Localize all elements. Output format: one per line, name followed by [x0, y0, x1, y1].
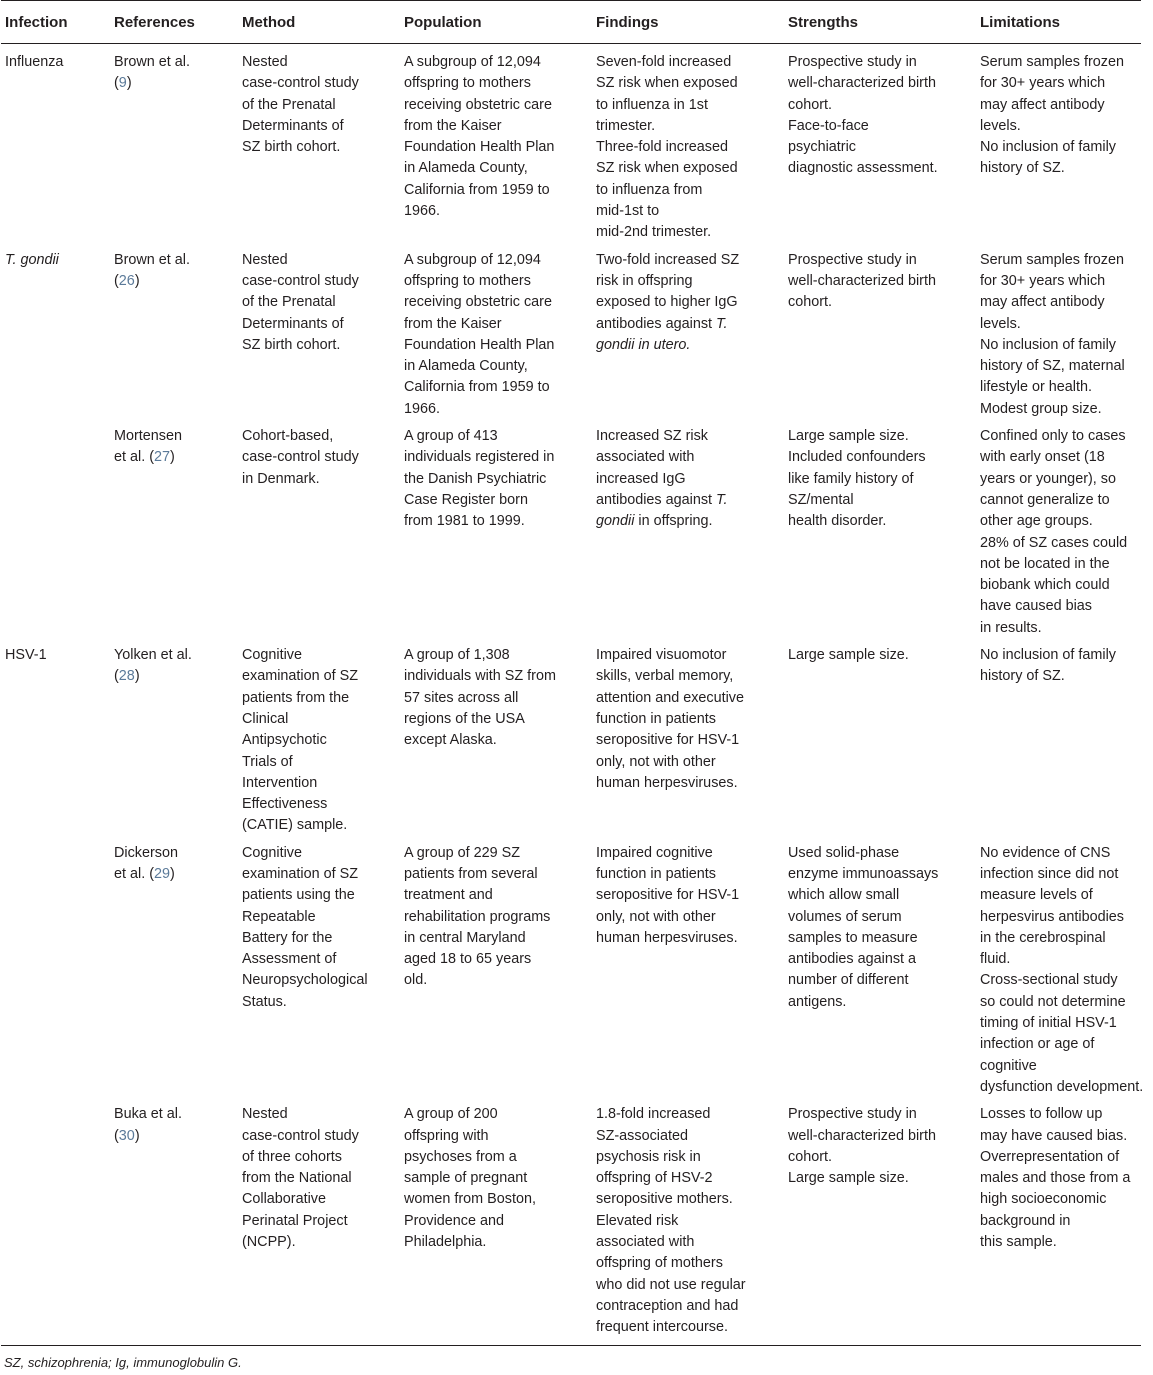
reference-author: et al. [114, 865, 146, 882]
method-line: from the National [242, 1170, 352, 1187]
reference-author: Buka et al. [114, 1106, 182, 1123]
limitations-line: infection or age of [980, 1036, 1095, 1053]
method-line: Effectiveness [242, 796, 328, 813]
method-line: patients from the [242, 689, 350, 706]
population-line: from the Kaiser [404, 315, 502, 332]
cell-limitations [976, 839, 1144, 1101]
reference-link[interactable]: 30 [118, 1127, 135, 1144]
limitations-line: Losses to follow up [980, 1106, 1103, 1123]
population-line: Foundation Health Plan [404, 336, 555, 353]
method-line: Intervention [242, 774, 318, 791]
header-references: References [110, 1, 238, 44]
findings-line: trimester. [596, 117, 656, 134]
findings-line: to influenza in 1st [596, 96, 708, 113]
cell-limitations [976, 1100, 1141, 1345]
strengths-line: Used solid-phase [788, 844, 900, 861]
limitations-line: in results. [980, 619, 1042, 636]
findings-line: human herpesviruses. [596, 774, 738, 791]
limitations-line: timing of initial HSV-1 [980, 1015, 1117, 1032]
strengths-line: enzyme immunoassays [788, 865, 939, 882]
method-line: (CATIE) sample. [242, 817, 348, 834]
cell-references [110, 44, 238, 246]
population-line: A subgroup of 12,094 [404, 251, 541, 268]
strengths-line: cohort. [788, 294, 832, 311]
limitations-line: cognitive [980, 1057, 1037, 1074]
population-line: the Danish Psychiatric [404, 470, 547, 487]
population-line: A group of 413 [404, 428, 498, 445]
population-line: individuals registered in [404, 449, 555, 466]
findings-line: Three-fold increased [596, 139, 728, 156]
cell-strengths [784, 246, 976, 422]
strengths-line: Prospective study in [788, 1106, 917, 1123]
method-line: Cognitive [242, 844, 302, 861]
cell-limitations [976, 44, 1141, 246]
method-line: Status. [242, 993, 287, 1010]
strengths-line: which allow small [788, 887, 900, 904]
population-line: Case Register born [404, 491, 528, 508]
reference-author-line [114, 843, 234, 864]
infection-label: HSV-1 [5, 647, 47, 664]
method-line: Clinical [242, 710, 289, 727]
limitations-line: No inclusion of family [980, 336, 1116, 353]
cell-findings [592, 44, 784, 246]
header-method: Method [238, 1, 400, 44]
cell-references [110, 246, 238, 422]
method-line: Cognitive [242, 647, 302, 664]
limitations-line: lifestyle or health. [980, 379, 1092, 396]
findings-line: SZ-associated [596, 1127, 688, 1144]
findings-line: associated with [596, 1234, 695, 1251]
table-row [1, 246, 1141, 422]
method-line: of the Prenatal [242, 96, 336, 113]
findings-line: antibodies against T. [596, 491, 728, 508]
method-line: of the Prenatal [242, 294, 336, 311]
findings-line: frequent intercourse. [596, 1319, 728, 1336]
limitations-line: measure levels of [980, 887, 1093, 904]
strengths-line: cohort. [788, 1148, 832, 1165]
limitations-line: Overrepresentation of [980, 1148, 1120, 1165]
population-line: Foundation Health Plan [404, 139, 555, 156]
findings-line: Increased SZ risk [596, 428, 708, 445]
findings-line: Elevated risk [596, 1212, 679, 1229]
population-line: in Alameda County, [404, 160, 528, 177]
limitations-line: history of SZ, maternal [980, 358, 1125, 375]
limitations-line: in the cerebrospinal [980, 929, 1106, 946]
population-line: individuals with SZ from [404, 668, 556, 685]
limitations-line: may have caused bias. [980, 1127, 1128, 1144]
limitations-line: infection since did not [980, 865, 1119, 882]
limitations-line: not be located in the [980, 555, 1110, 572]
findings-line: human herpesviruses. [596, 929, 738, 946]
cell-references [110, 839, 238, 1101]
limitations-line: for 30+ years which [980, 75, 1106, 92]
cell-references [110, 1100, 238, 1345]
reference-number-line: (30) [114, 1127, 140, 1144]
table-row [1, 422, 1141, 641]
findings-line: contraception and had [596, 1297, 739, 1314]
strengths-line: Included confounders [788, 449, 926, 466]
reference-link[interactable]: 29 [154, 865, 171, 882]
findings-line: gondii in utero. [596, 336, 691, 353]
findings-line: SZ risk when exposed [596, 160, 738, 177]
cell-findings [592, 641, 784, 839]
limitations-line: Serum samples frozen [980, 54, 1124, 70]
method-line: patients using the [242, 887, 355, 904]
findings-line: exposed to higher IgG [596, 294, 738, 311]
population-line: receiving obstetric care [404, 294, 552, 311]
population-line: California from 1959 to [404, 379, 550, 396]
findings-line: Seven-fold increased [596, 54, 732, 70]
cell-population [400, 422, 592, 641]
strengths-line: volumes of serum [788, 908, 902, 925]
limitations-line: No inclusion of family [980, 139, 1116, 156]
strengths-line: well-characterized birth [788, 1127, 936, 1144]
limitations-line: other age groups. [980, 513, 1093, 530]
cell-population [400, 641, 592, 839]
limitations-line: have caused bias [980, 598, 1093, 615]
limitations-line: history of SZ. [980, 668, 1065, 685]
limitations-line: Serum samples frozen [980, 251, 1124, 268]
limitations-line: this sample. [980, 1234, 1057, 1251]
method-line: case-control study [242, 272, 359, 289]
limitations-line: cannot generalize to [980, 491, 1110, 508]
strengths-line: well-characterized birth [788, 272, 936, 289]
population-line: regions of the USA [404, 710, 525, 727]
strengths-line: number of different [788, 972, 909, 989]
population-line: Providence and [404, 1212, 505, 1229]
method-line: examination of SZ [242, 668, 358, 685]
cell-population [400, 839, 592, 1101]
reference-author: et al. [114, 449, 146, 466]
infection-label: T. gondii [5, 251, 59, 268]
limitations-line: background in [980, 1212, 1071, 1229]
population-line: old. [404, 972, 428, 989]
findings-line: increased IgG [596, 470, 686, 487]
limitations-line: 28% of SZ cases could [980, 534, 1128, 551]
cell-findings [592, 839, 784, 1101]
findings-line: Impaired visuomotor [596, 647, 727, 664]
cell-infection [1, 246, 110, 422]
limitations-line: levels. [980, 117, 1021, 134]
method-line: case-control study [242, 1127, 359, 1144]
strengths-line: psychiatric [788, 139, 856, 156]
cell-strengths [784, 422, 976, 641]
cell-limitations [976, 641, 1141, 839]
strengths-line: Face-to-face [788, 117, 869, 134]
cell-infection [1, 839, 110, 1101]
reference-number-line: (26) [114, 272, 140, 289]
findings-line: who did not use regular [596, 1276, 746, 1293]
population-line: except Alaska. [404, 732, 497, 749]
population-line: Philadelphia. [404, 1234, 487, 1251]
findings-line: offspring of HSV-2 [596, 1170, 713, 1187]
findings-line: 1.8-fold increased [596, 1106, 711, 1123]
limitations-line: with early onset (18 [980, 449, 1105, 466]
findings-line: mid-1st to [596, 203, 660, 220]
strengths-line: cohort. [788, 96, 832, 113]
reference-author: Brown et al. [114, 54, 190, 70]
method-line: case-control study [242, 75, 359, 92]
reference-author: Dickerson [114, 844, 178, 861]
findings-line: antibodies against T. [596, 315, 728, 332]
population-line: offspring with [404, 1127, 489, 1144]
population-line: aged 18 to 65 years [404, 951, 532, 968]
strengths-line: like family history of [788, 470, 914, 487]
cell-method [238, 641, 400, 839]
reference-number-line: (9) [114, 75, 132, 92]
findings-line: attention and executive [596, 689, 745, 706]
population-line: from 1981 to 1999. [404, 513, 525, 530]
limitations-line: years or younger), so [980, 470, 1116, 487]
limitations-line: history of SZ. [980, 160, 1065, 177]
reference-author-line: et al. (27) [114, 449, 175, 466]
findings-line: psychosis risk in [596, 1148, 701, 1165]
table-row [1, 1100, 1141, 1345]
cell-findings [592, 246, 784, 422]
population-line: 1966. [404, 400, 441, 417]
limitations-line: may affect antibody [980, 96, 1105, 113]
cell-strengths [784, 641, 976, 839]
findings-line: associated with [596, 449, 695, 466]
findings-line: only, not with other [596, 908, 716, 925]
limitations-line: Modest group size. [980, 400, 1102, 417]
limitations-line: so could not determine [980, 993, 1126, 1010]
cell-infection [1, 641, 110, 839]
strengths-line: Large sample size. [788, 647, 909, 664]
population-line: offspring to mothers [404, 272, 531, 289]
findings-line: function in patients [596, 710, 717, 727]
cell-strengths [784, 839, 976, 1101]
method-line: Neuropsychological [242, 972, 368, 989]
method-line: examination of SZ [242, 865, 358, 882]
findings-line: offspring of mothers [596, 1255, 723, 1272]
cell-method [238, 1100, 400, 1345]
population-line: rehabilitation programs [404, 908, 551, 925]
method-line: Collaborative [242, 1191, 326, 1208]
table-row [1, 44, 1141, 246]
findings-line: function in patients [596, 865, 717, 882]
table-header [1, 1, 1141, 44]
cell-method [238, 839, 400, 1101]
method-line: Determinants of [242, 117, 344, 134]
strengths-line: diagnostic assessment. [788, 160, 938, 177]
strengths-line: samples to measure [788, 929, 918, 946]
findings-line: to influenza from [596, 181, 703, 198]
limitations-line: No evidence of CNS [980, 844, 1111, 861]
findings-line: SZ risk when exposed [596, 75, 738, 92]
population-line: A group of 229 SZ [404, 844, 521, 861]
limitations-line: may affect antibody [980, 294, 1105, 311]
findings-line: only, not with other [596, 753, 716, 770]
findings-line: Impaired cognitive [596, 844, 713, 861]
strengths-line: Large sample size. [788, 1170, 909, 1187]
population-line: receiving obstetric care [404, 96, 552, 113]
cell-method [238, 422, 400, 641]
population-line: A group of 1,308 [404, 647, 510, 664]
method-line: Battery for the [242, 929, 333, 946]
method-line: Nested [242, 54, 288, 70]
method-line: in Denmark. [242, 470, 320, 487]
method-line: of three cohorts [242, 1148, 342, 1165]
cell-infection [1, 44, 110, 246]
cell-infection [1, 422, 110, 641]
cell-limitations [976, 422, 1141, 641]
method-line: SZ birth cohort. [242, 336, 341, 353]
header-strengths: Strengths [784, 1, 976, 44]
method-line: Cohort-based, [242, 428, 334, 445]
header-population: Population [400, 1, 592, 44]
population-line: women from Boston, [404, 1191, 536, 1208]
population-line: from the Kaiser [404, 117, 502, 134]
population-line: California from 1959 to [404, 181, 550, 198]
population-line: psychoses from a [404, 1148, 517, 1165]
population-line: sample of pregnant [404, 1170, 528, 1187]
findings-line: risk in offspring [596, 272, 693, 289]
limitations-line: Confined only to cases [980, 428, 1126, 445]
method-line: Nested [242, 251, 288, 268]
reference-author-line [114, 250, 234, 271]
limitations-line: No inclusion of family [980, 647, 1116, 664]
population-line: A group of 200 [404, 1106, 498, 1123]
limitations-line: for 30+ years which [980, 272, 1106, 289]
strengths-line: Large sample size. [788, 428, 909, 445]
method-line: Perinatal Project [242, 1212, 348, 1229]
population-line: offspring to mothers [404, 75, 531, 92]
population-line: in central Maryland [404, 929, 526, 946]
reference-author: Yolken et al. [114, 647, 192, 664]
cell-references [110, 422, 238, 641]
method-line: Trials of [242, 753, 293, 770]
reference-author: Mortensen [114, 428, 182, 445]
population-line: treatment and [404, 887, 493, 904]
method-line: Antipsychotic [242, 732, 327, 749]
data-table [1, 0, 1144, 1346]
findings-line: mid-2nd trimester. [596, 224, 712, 241]
reference-author-line [114, 52, 234, 73]
strengths-line: antibodies against a [788, 951, 917, 968]
population-line: in Alameda County, [404, 358, 528, 375]
reference-author-line [114, 645, 234, 666]
cell-findings [592, 422, 784, 641]
strengths-line: SZ/mental [788, 491, 854, 508]
cell-infection [1, 1100, 110, 1345]
cell-population [400, 246, 592, 422]
limitations-line: dysfunction development. [980, 1078, 1144, 1095]
reference-author-line [114, 426, 234, 447]
reference-link[interactable]: 26 [118, 272, 135, 289]
reference-link[interactable]: 9 [118, 75, 127, 92]
reference-number-line: (28) [114, 668, 140, 685]
strengths-line: Prospective study in [788, 251, 917, 268]
limitations-line: males and those from a [980, 1170, 1131, 1187]
limitations-line: high socioeconomic [980, 1191, 1107, 1208]
method-line: SZ birth cohort. [242, 139, 341, 156]
method-line: Repeatable [242, 908, 316, 925]
cell-method [238, 246, 400, 422]
strengths-line: antigens. [788, 993, 847, 1010]
cell-population [400, 1100, 592, 1345]
population-line: 1966. [404, 203, 441, 220]
limitations-line: levels. [980, 315, 1021, 332]
limitations-line: Cross-sectional study [980, 972, 1118, 989]
reference-author-line [114, 1104, 234, 1125]
limitations-line: fluid. [980, 951, 1011, 968]
infection-label: Influenza [5, 54, 64, 70]
cell-references [110, 641, 238, 839]
table-footnote: SZ, schizophrenia; Ig, immunoglobulin G. [4, 1354, 242, 1370]
method-line: case-control study [242, 449, 359, 466]
findings-line: seropositive for HSV-1 [596, 887, 740, 904]
strengths-line: well-characterized birth [788, 75, 936, 92]
population-line: A subgroup of 12,094 [404, 54, 541, 70]
cell-limitations [976, 246, 1141, 422]
cell-findings [592, 1100, 784, 1345]
population-line: 57 sites across all [404, 689, 519, 706]
findings-line: skills, verbal memory, [596, 668, 734, 685]
reference-link[interactable]: 28 [118, 668, 135, 685]
cell-strengths [784, 44, 976, 246]
findings-line: Two-fold increased SZ [596, 251, 740, 268]
method-line: Assessment of [242, 951, 337, 968]
population-line: patients from several [404, 865, 538, 882]
header-limitations: Limitations [976, 1, 1141, 44]
header-infection: Infection [1, 1, 110, 44]
findings-line: gondii in offspring. [596, 513, 713, 530]
reference-link[interactable]: 27 [154, 449, 171, 466]
limitations-line: biobank which could [980, 577, 1110, 594]
method-line: Determinants of [242, 315, 344, 332]
cell-method [238, 44, 400, 246]
table-row [1, 641, 1141, 839]
table-row [1, 839, 1141, 1101]
strengths-line: health disorder. [788, 513, 887, 530]
limitations-line: herpesvirus antibodies [980, 908, 1124, 925]
findings-line: seropositive mothers. [596, 1191, 733, 1208]
reference-author: Brown et al. [114, 251, 190, 268]
cell-strengths [784, 1100, 976, 1345]
table-body [1, 44, 1144, 1346]
method-line: (NCPP). [242, 1234, 296, 1251]
reference-author-line: et al. (29) [114, 865, 175, 882]
strengths-line: Prospective study in [788, 54, 917, 70]
header-findings: Findings [592, 1, 784, 44]
method-line: Nested [242, 1106, 288, 1123]
cell-population [400, 44, 592, 246]
header-row [1, 1, 1141, 44]
findings-line: seropositive for HSV-1 [596, 732, 740, 749]
